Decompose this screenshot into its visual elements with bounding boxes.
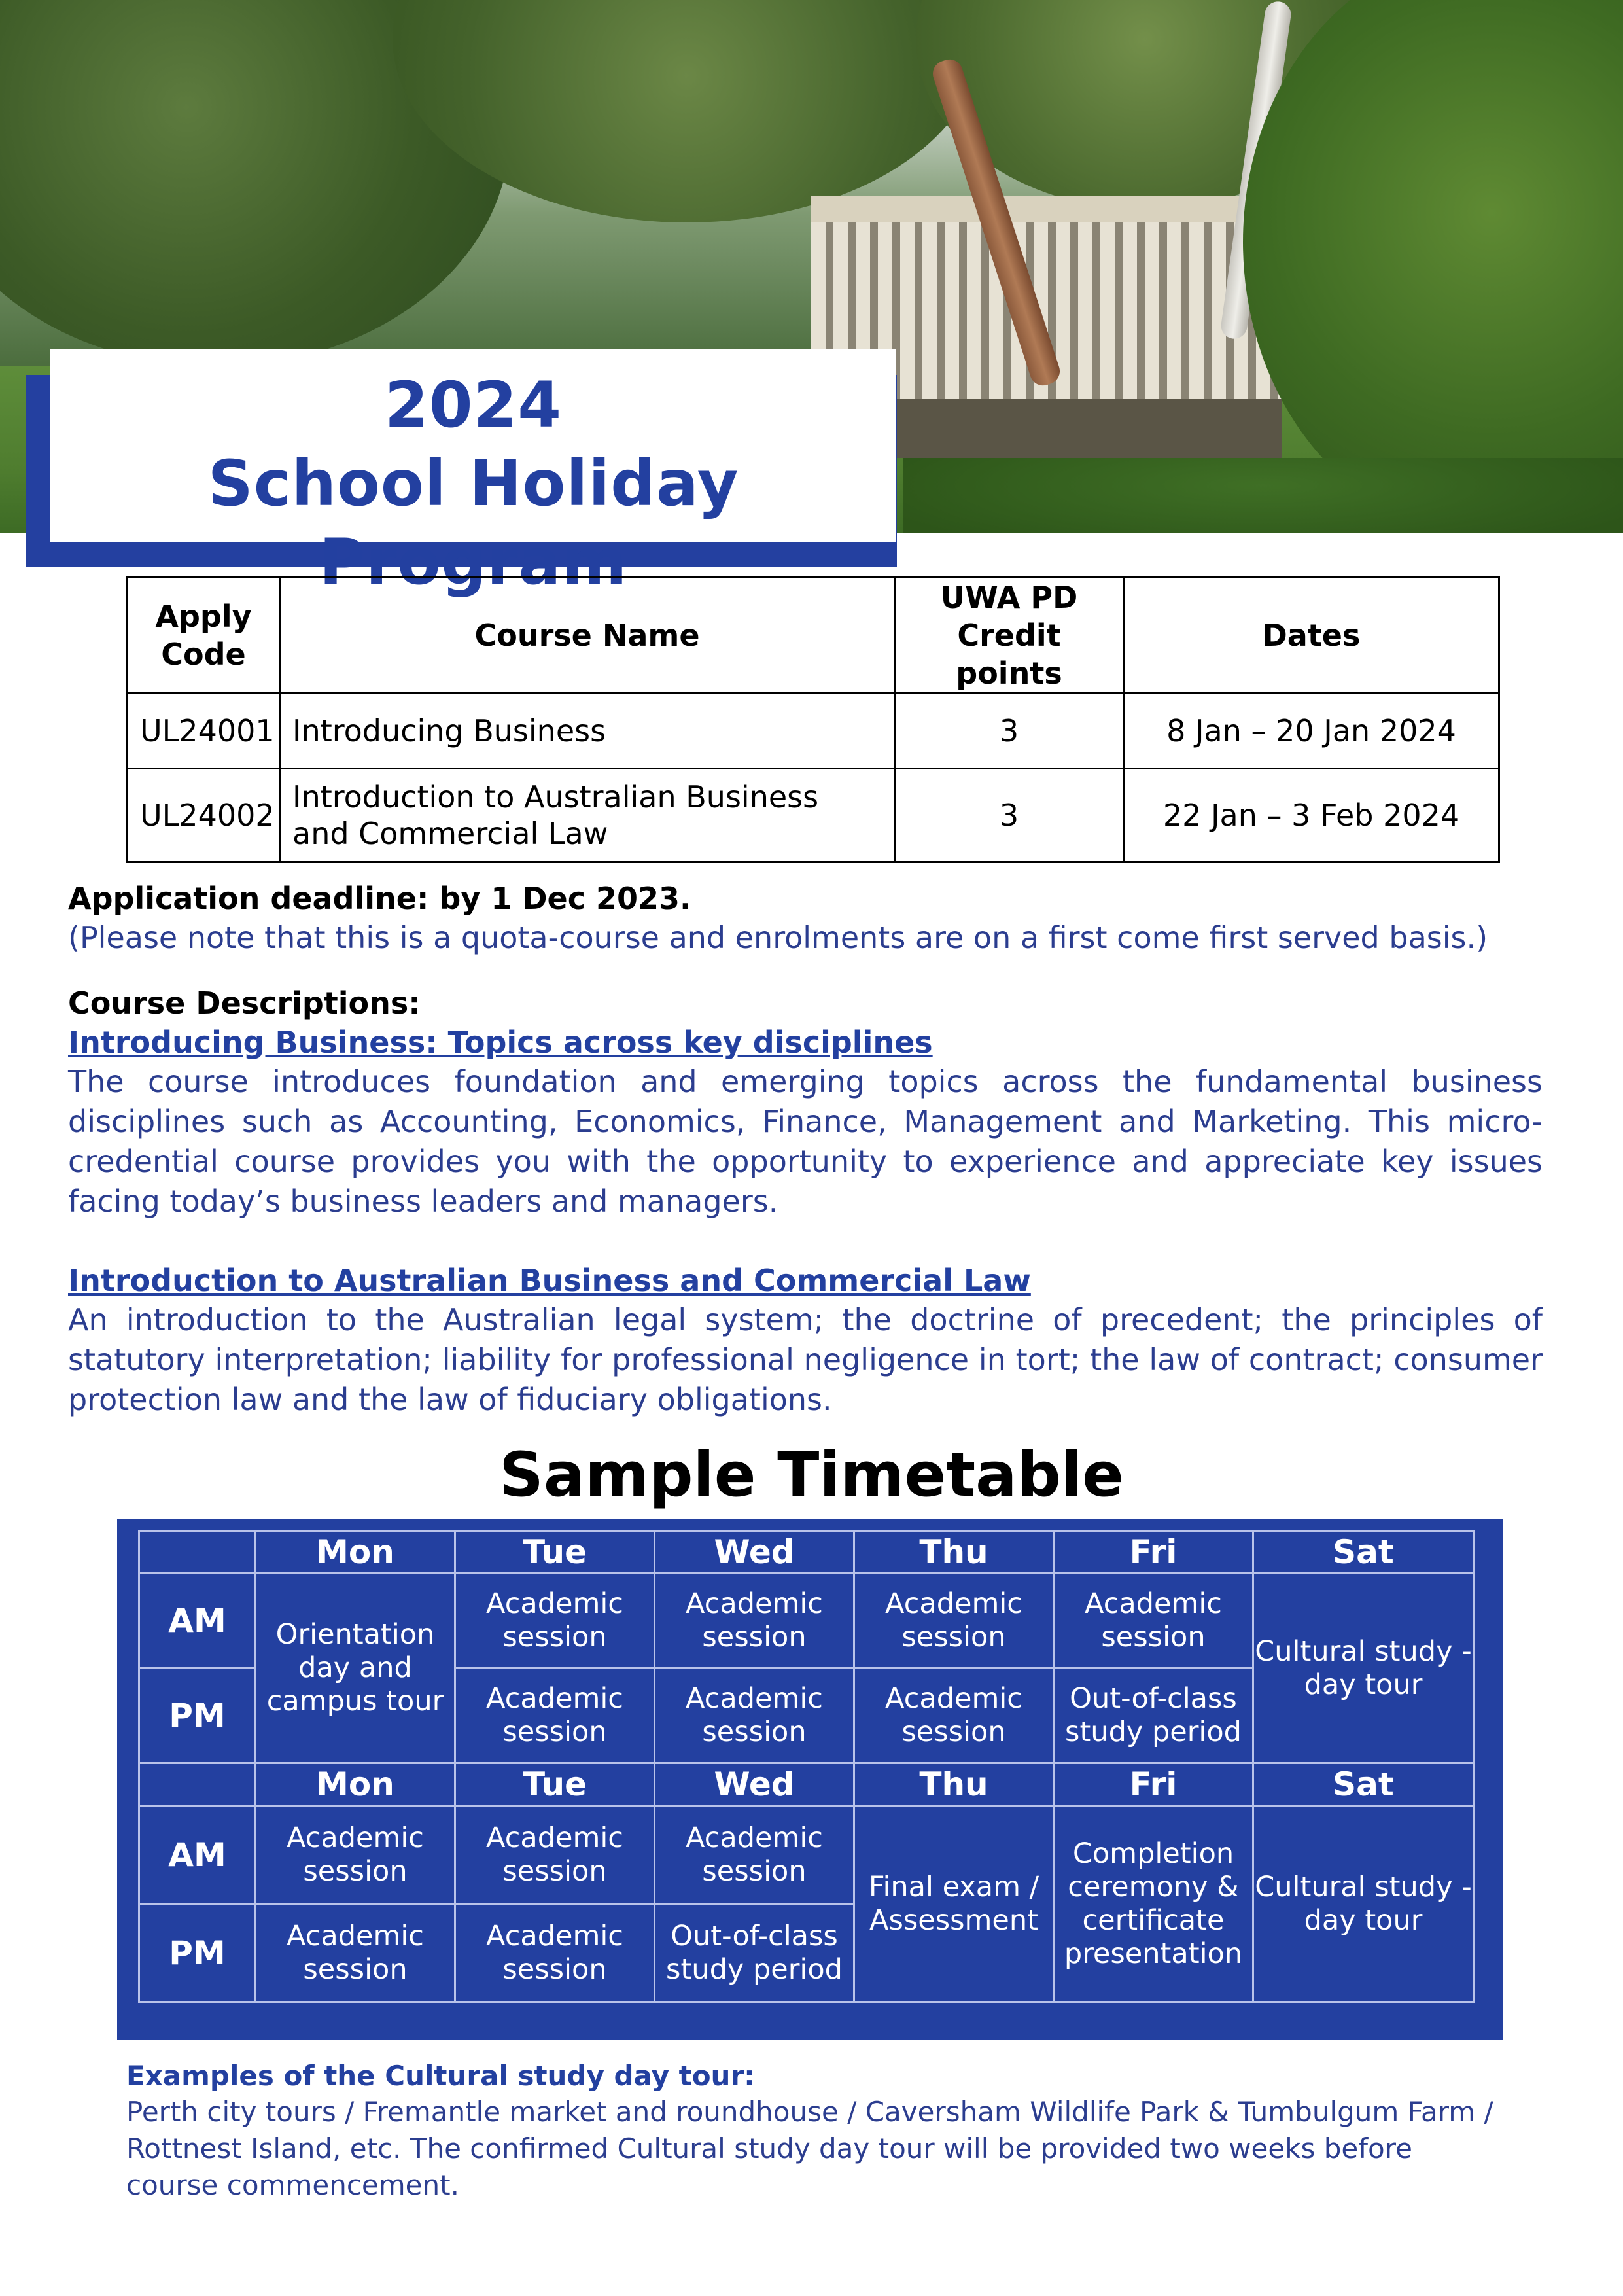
title-box — [50, 349, 896, 599]
hedge — [903, 458, 1623, 533]
credit-points: 3 — [895, 694, 1124, 769]
day-label: Mon — [256, 1763, 455, 1806]
timetable-cell: Final exam / Assessment — [854, 1806, 1054, 2002]
timetable-cell: Academic session — [854, 1669, 1054, 1763]
day-label: Wed — [655, 1531, 854, 1574]
course-description: The course introduces foundation and emerging topics across the fundamental business disciplines such as Accounting, Economics, Finance, Management and Marketing. This micro-credential course provides you with the opportunity to experience and appreciate key issues facing today’s business leaders and managers. — [68, 1064, 1543, 1219]
header-dates: Dates — [1124, 578, 1499, 694]
timetable-cell: Cultural study - day tour — [1253, 1806, 1474, 2002]
header-credit-points: UWA PD Credit points — [895, 578, 1124, 694]
table-row — [128, 769, 1499, 862]
timetable-row-am — [139, 1806, 1474, 1904]
day-label: Tue — [455, 1763, 655, 1806]
credit-points: 3 — [895, 769, 1124, 862]
timetable-grid — [138, 1530, 1475, 2003]
timetable-cell: Out-of-class study period — [655, 1904, 854, 2002]
period-label: PM — [139, 1669, 256, 1763]
empty-corner — [139, 1763, 256, 1806]
course-title-introducing-business[interactable]: Introducing Business: Topics across key disciplines — [68, 1025, 933, 1060]
course-table — [126, 576, 1500, 863]
program-year: 2024 — [384, 368, 563, 442]
course-name: Introducing Business — [280, 694, 895, 769]
timetable-cell: Academic session — [655, 1669, 854, 1763]
timetable-day-header — [139, 1763, 1474, 1806]
day-label: Sat — [1253, 1763, 1474, 1806]
timetable-day-header — [139, 1531, 1474, 1574]
header-apply-code: Apply Code — [128, 578, 280, 694]
timetable-cell: Academic session — [854, 1574, 1054, 1669]
day-label: Fri — [1054, 1531, 1253, 1574]
program-title: School Holiday Program — [207, 447, 739, 599]
timetable-cell: Academic session — [256, 1806, 455, 1904]
day-label: Fri — [1054, 1763, 1253, 1806]
course-title-commercial-law[interactable]: Introduction to Australian Business and Commercial Law — [68, 1263, 1031, 1298]
application-deadline: Application deadline: by 1 Dec 2023. — [68, 881, 691, 916]
period-label: PM — [139, 1904, 256, 2002]
timetable-cell: Academic session — [256, 1904, 455, 2002]
cultural-tour-heading: Examples of the Cultural study day tour: — [126, 2060, 755, 2092]
apply-code: UL24001 — [128, 694, 280, 769]
day-label: Mon — [256, 1531, 455, 1574]
day-label: Wed — [655, 1763, 854, 1806]
table-row — [128, 694, 1499, 769]
timetable-cell: Academic session — [455, 1669, 655, 1763]
day-label: Sat — [1253, 1531, 1474, 1574]
timetable-cell: Academic session — [455, 1574, 655, 1669]
day-label: Tue — [455, 1531, 655, 1574]
timetable-row-am — [139, 1574, 1474, 1669]
timetable-cell: Academic session — [455, 1806, 655, 1904]
day-label: Thu — [854, 1531, 1054, 1574]
quota-note: (Please note that this is a quota-course and enrolments are on a first come first served basis.) — [68, 920, 1488, 955]
course-name: Introduction to Australian Business and Commercial Law — [280, 769, 895, 862]
cultural-tour-text: Perth city tours / Fremantle market and roundhouse / Caversham Wildlife Park & Tumbulgum Farm / Rottnest Island, etc. The confirmed Cultural study day tour will be provided two weeks before course commencement. — [126, 2096, 1493, 2201]
course-dates: 22 Jan – 3 Feb 2024 — [1124, 769, 1499, 862]
timetable-cell: Orientation day and campus tour — [256, 1574, 455, 1763]
timetable-cell: Cultural study - day tour — [1253, 1574, 1474, 1763]
course-description: An introduction to the Australian legal system; the doctrine of precedent; the principles of statutory interpretation; liability for professional negligence in tort; the law of contract; consumer protection law and the law of fiduciary obligations. — [68, 1302, 1543, 1417]
header-course-name: Course Name — [280, 578, 895, 694]
timetable-cell: Academic session — [655, 1806, 854, 1904]
timetable-cell: Out-of-class study period — [1054, 1669, 1253, 1763]
period-label: AM — [139, 1806, 256, 1904]
timetable-cell: Academic session — [655, 1574, 854, 1669]
descriptions-heading: Course Descriptions: — [68, 985, 421, 1021]
timetable-cell: Completion ceremony & certificate presentation — [1054, 1806, 1253, 2002]
period-label: AM — [139, 1574, 256, 1669]
course-table-header — [128, 578, 1499, 694]
timetable-cell: Academic session — [455, 1904, 655, 2002]
apply-code: UL24002 — [128, 769, 280, 862]
course-dates: 8 Jan – 20 Jan 2024 — [1124, 694, 1499, 769]
timetable-title: Sample Timetable — [499, 1439, 1124, 1511]
day-label: Thu — [854, 1763, 1054, 1806]
timetable-panel — [117, 1519, 1503, 2040]
timetable-cell: Academic session — [1054, 1574, 1253, 1669]
empty-corner — [139, 1531, 256, 1574]
